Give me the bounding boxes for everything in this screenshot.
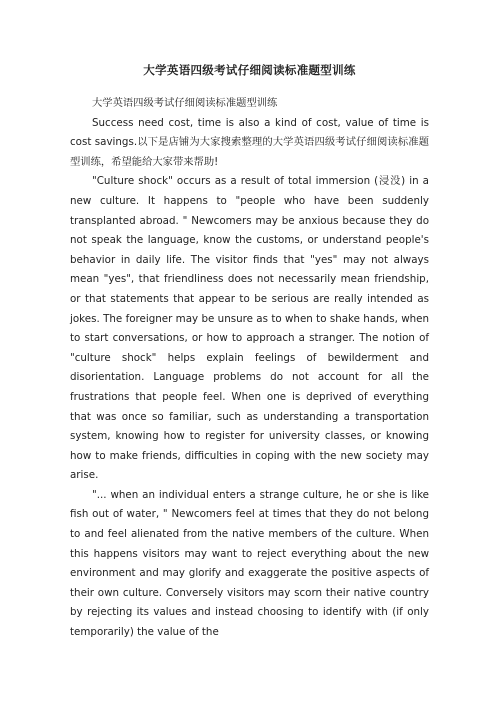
paragraph-culture-shock: "Culture shock" occurs as a result of total immersion (浸没) in a new culture. It happens to "people who have been suddenly transplanted abroad. " Newcomers may be anxious because they do not speak the language, know the customs, or understand people's behavior in daily life. The visitor finds that "yes" may not always mean "yes", that friendliness does not necessarily mean friendship, or that statements that appear to be serious are really intended as jokes. The foreigner may be unsure as to when to shake hands, when to start conversations, or how to approach a stranger. The notion of "culture shock" helps explain feelings of bewilderment and disorientation. Language problems do not account for all the frustrations that people feel. When one is deprived of everything that was once so familiar, such as understanding a transportation system, knowing how to register for university classes, or knowing how to make friends, difficulties in coping with the new society may arise. — [70, 175, 429, 482]
paragraph-fish-out-of-water: "... when an individual enters a strange culture, he or she is like fish out of water, " Newcomers feel at times that they do not belong to and feel alienated from the native members of the culture. When this happens visitors may want to reject everything about the new environment and may glorify and exaggerate the positive aspects of their own culture. Conversely visitors may scorn their native country by rejecting its values and instead choosing to identify with (if only temporarily) the value of the — [70, 488, 429, 639]
paragraph-intro: Success need cost, time is also a kind of cost, value of time is cost savings.以下是店铺为大家搜索整理的大学英语四级考试仔细阅读标准题型训练，希望能给大家带来帮助! — [70, 116, 429, 168]
document-title: 大学英语四级考试仔细阅读标准题型训练 — [143, 63, 356, 77]
paragraph-subtitle: 大学英语四级考试仔细阅读标准题型训练 — [92, 97, 278, 109]
